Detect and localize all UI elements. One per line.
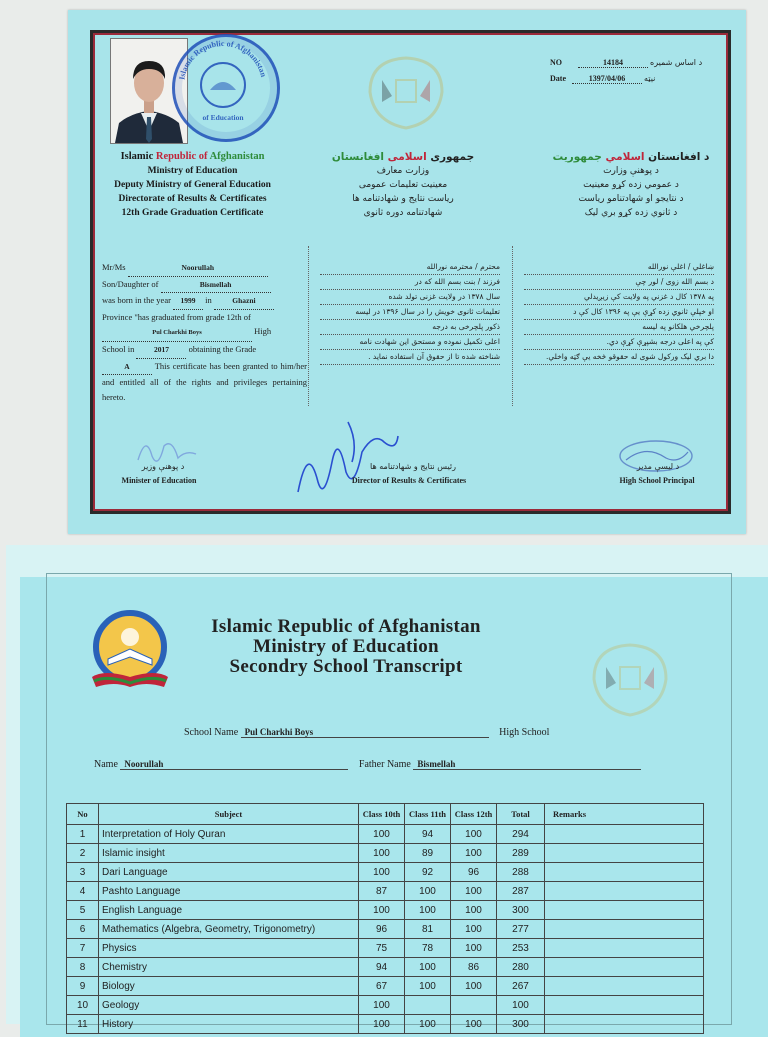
cell-no: 9 [67,977,99,996]
ministry-title-dari: وزارت معارف [376,166,430,176]
cell-c10: 96 [359,920,405,939]
cell-subject: Chemistry [99,958,359,977]
col-header-class11: Class 11th [405,804,451,825]
cell-c10: 75 [359,939,405,958]
cell-remarks [545,901,704,920]
minister-title-en: Minister of Education [121,476,197,485]
cell-c12 [451,996,497,1015]
grade: A [102,360,152,376]
number-label-fa: د اساس شمیره [650,58,703,67]
english-header [90,150,295,220]
cell-remarks [545,996,704,1015]
certificate-number-date [550,58,702,90]
table-row [67,882,704,901]
pashto-body-line: پلچرخي هلکانو په ليسه [524,320,714,335]
afghanistan-emblem-icon [584,637,676,721]
country-title-dari: جمهوری اسلامی افغانستان [331,151,475,163]
cell-c11: 81 [405,920,451,939]
director-title-fa: رئیس نتایج و شهادتنامه ها [370,462,456,471]
school-name-value: Pul Charkhi Boys [241,727,489,738]
english-body: Mr/Ms Noorullah Son/Daughter of Bismellah was born in the year 1999 in Ghazni Province "has graduated from grade 12th of Pul Charkhi Boys High School in 2017 obtaining the Grade A This certificate has been granted to him/her and entitled all of the rights and privileges pertaining hereto. [102,262,307,402]
cell-c12: 100 [451,939,497,958]
cell-c11 [405,996,451,1015]
cell-subject: English Language [99,901,359,920]
dari-body-line: فرزند / بنت بسم الله که در [320,275,500,290]
cell-total: 277 [497,920,545,939]
cell-c10: 94 [359,958,405,977]
school-name-row [184,727,549,738]
cell-no: 2 [67,844,99,863]
svg-text:Islamic Republic of Afghanista: Islamic Republic of Afghanistan [177,38,269,81]
cell-c12: 100 [451,844,497,863]
cell-subject: Pashto Language [99,882,359,901]
cell-c12: 86 [451,958,497,977]
cell-c12: 100 [451,882,497,901]
cell-c11: 94 [405,825,451,844]
column-divider [308,246,310,406]
pashto-body-line: کې په اعلى درجه بشپړې کړې دي. [524,335,714,350]
table-row [67,939,704,958]
ministry-title-en: Ministry of Education [147,166,238,176]
table-row [67,901,704,920]
cell-no: 5 [67,901,99,920]
table-row [67,920,704,939]
cell-c10: 100 [359,901,405,920]
directorate-dari: ریاست نتایج و شهادتنامه ها [352,194,454,204]
country-title-en: Islamic Republic of Afghanistan [120,151,265,162]
certificate-title-pashto: د ثانوي زده کړو بري ليک [584,208,678,218]
cell-total: 289 [497,844,545,863]
column-divider [512,246,514,406]
table-row [67,996,704,1015]
cell-c11: 100 [405,977,451,996]
cell-remarks [545,825,704,844]
dari-body-line: شناخته شده تا از حقوق آن استفاده نماید . [320,350,500,365]
cell-c11: 100 [405,882,451,901]
cell-c11: 100 [405,901,451,920]
certificate-date: 1397/04/06 [572,74,642,84]
dari-body-line: ذکور پلچرخی به درجه [320,320,500,335]
cell-total: 288 [497,863,545,882]
col-header-class12: Class 12th [451,804,497,825]
cell-remarks [545,939,704,958]
father-name: Bismellah [161,278,271,294]
pashto-body-line: دا بري ليک ورکول شوی له حقوقو څخه يې ګټه واخلي. [524,350,714,365]
graduation-year: 2017 [136,343,186,359]
cell-c12: 100 [451,825,497,844]
cell-remarks [545,920,704,939]
col-header-no: No [67,804,99,825]
date-label-fa: نیټه [644,74,656,83]
col-header-subject: Subject [99,804,359,825]
table-row [67,958,704,977]
certificate-title-dari: شهادتنامه دوره ثانوی [363,208,443,218]
grades-table [66,803,704,1034]
cell-c12: 100 [451,920,497,939]
cell-remarks [545,958,704,977]
cell-c10: 87 [359,882,405,901]
cell-remarks [545,844,704,863]
cell-subject: Mathematics (Algebra, Geometry, Trigonometry) [99,920,359,939]
transcript-title [156,617,536,677]
cell-c12: 100 [451,901,497,920]
cell-c12: 100 [451,977,497,996]
cell-total: 100 [497,996,545,1015]
table-row [67,863,704,882]
school-name-label: School Name [184,727,239,738]
cell-no: 6 [67,920,99,939]
dari-body-line: تعلیمات ثانوی خویش را در سال ۱۳۹۶ در لیسه [320,305,500,320]
cell-total: 300 [497,901,545,920]
cell-total: 267 [497,977,545,996]
dari-body-line: سال ۱۳۷۸ در ولایت غزنی تولد شده [320,290,500,305]
col-header-class10: Class 10th [359,804,405,825]
grades-header-row [67,804,704,825]
pashto-body-line: په ۱۳۷۸ کال د غزني په ولايت کې زیږيدلي [524,290,714,305]
cell-no: 1 [67,825,99,844]
ministry-title-pashto: د پوهنې وزارت [603,166,659,176]
table-row [67,844,704,863]
cell-total: 300 [497,1015,545,1034]
date-label: Date [550,74,566,83]
director-signature [288,412,408,507]
cell-remarks [545,863,704,882]
cell-total: 287 [497,882,545,901]
country-title-pashto: د افغانستان اسلامي جمهوريت [552,151,710,163]
cell-c10: 100 [359,996,405,1015]
principal-title-en: High School Principal [619,476,695,485]
official-stamp [172,34,280,142]
directorate-en: Directorate of Results & Certificates [118,194,267,204]
name-value: Noorullah [120,759,348,770]
student-name: Noorullah [128,261,268,277]
birth-province: Ghazni [214,294,274,310]
cell-c12: 100 [451,1015,497,1034]
cell-c11: 100 [405,1015,451,1034]
dari-body-line: اعلی تکمیل نموده و مستحق این شهادت نامه [320,335,500,350]
cell-c10: 100 [359,1015,405,1034]
name-row [94,759,641,770]
table-row [67,1015,704,1034]
cell-subject: Dari Language [99,863,359,882]
cell-no: 3 [67,863,99,882]
certificate-number: 14184 [578,58,648,68]
cell-c11: 92 [405,863,451,882]
cell-subject: Islamic insight [99,844,359,863]
table-row [67,977,704,996]
dari-body [320,260,500,365]
directorate-pashto: د نتايجو او شهادتنامو رياست [578,194,684,204]
number-label: NO [550,58,562,67]
minister-title-fa: د پوهنې وزير [141,462,185,471]
cell-c11: 78 [405,939,451,958]
dari-body-line: محترم / محترمه نورالله [320,260,500,275]
cell-no: 7 [67,939,99,958]
cell-subject: History [99,1015,359,1034]
pashto-body-line: د بسم الله زوی / لور چې [524,275,714,290]
cell-no: 11 [67,1015,99,1034]
deputy-ministry-en: Deputy Ministry of General Education [114,180,271,190]
cell-remarks [545,1015,704,1034]
cell-remarks [545,882,704,901]
cell-subject: Interpretation of Holy Quran [99,825,359,844]
afghanistan-emblem-icon [360,50,452,134]
dari-header [318,150,488,220]
cell-c10: 100 [359,825,405,844]
cell-c11: 100 [405,958,451,977]
pashto-header [546,150,716,220]
cell-c12: 96 [451,863,497,882]
transcript-title-line3: Secondry School Transcript [229,656,463,677]
cell-c10: 100 [359,863,405,882]
col-header-total: Total [497,804,545,825]
father-name-label: Father Name [358,759,411,770]
cell-c10: 67 [359,977,405,996]
table-row [67,825,704,844]
graduation-certificate [68,10,746,534]
pashto-body-line: او خپلې ثانوي زده کړې يې په ۱۳۹۶ کال کې د [524,305,714,320]
transcript-title-line1: Islamic Republic of Afghanistan [211,616,481,637]
pashto-body [524,260,714,365]
birth-year: 1999 [173,294,203,310]
cell-total: 294 [497,825,545,844]
school-name: Pul Charkhi Boys [102,326,252,342]
col-header-remarks: Remarks [545,804,704,825]
deputy-ministry-pashto: د عمومي زده کړو معينيت [583,180,679,190]
name-label: Name [94,759,118,770]
school-transcript [6,545,768,1030]
father-name-value: Bismellah [413,759,641,770]
high-school-label: High School [499,727,550,738]
cell-subject: Physics [99,939,359,958]
svg-text:of Education: of Education [202,113,244,122]
cell-subject: Biology [99,977,359,996]
cell-total: 253 [497,939,545,958]
cell-total: 280 [497,958,545,977]
transcript-title-line2: Ministry of Education [253,636,439,657]
principal-stamp [616,438,696,479]
cell-remarks [545,977,704,996]
director-title-en: Director of Results & Certificates [351,476,467,485]
cell-c11: 89 [405,844,451,863]
pashto-body-line: ښاغلي / اغلې نورالله [524,260,714,275]
certificate-title-en: 12th Grade Graduation Certificate [121,208,264,218]
principal-title-fa: د ليسې مدير [636,462,680,471]
cell-c10: 100 [359,844,405,863]
cell-no: 10 [67,996,99,1015]
cell-no: 8 [67,958,99,977]
deputy-ministry-dari: معینیت تعلیمات عمومی [358,180,448,190]
cell-subject: Geology [99,996,359,1015]
cell-no: 4 [67,882,99,901]
